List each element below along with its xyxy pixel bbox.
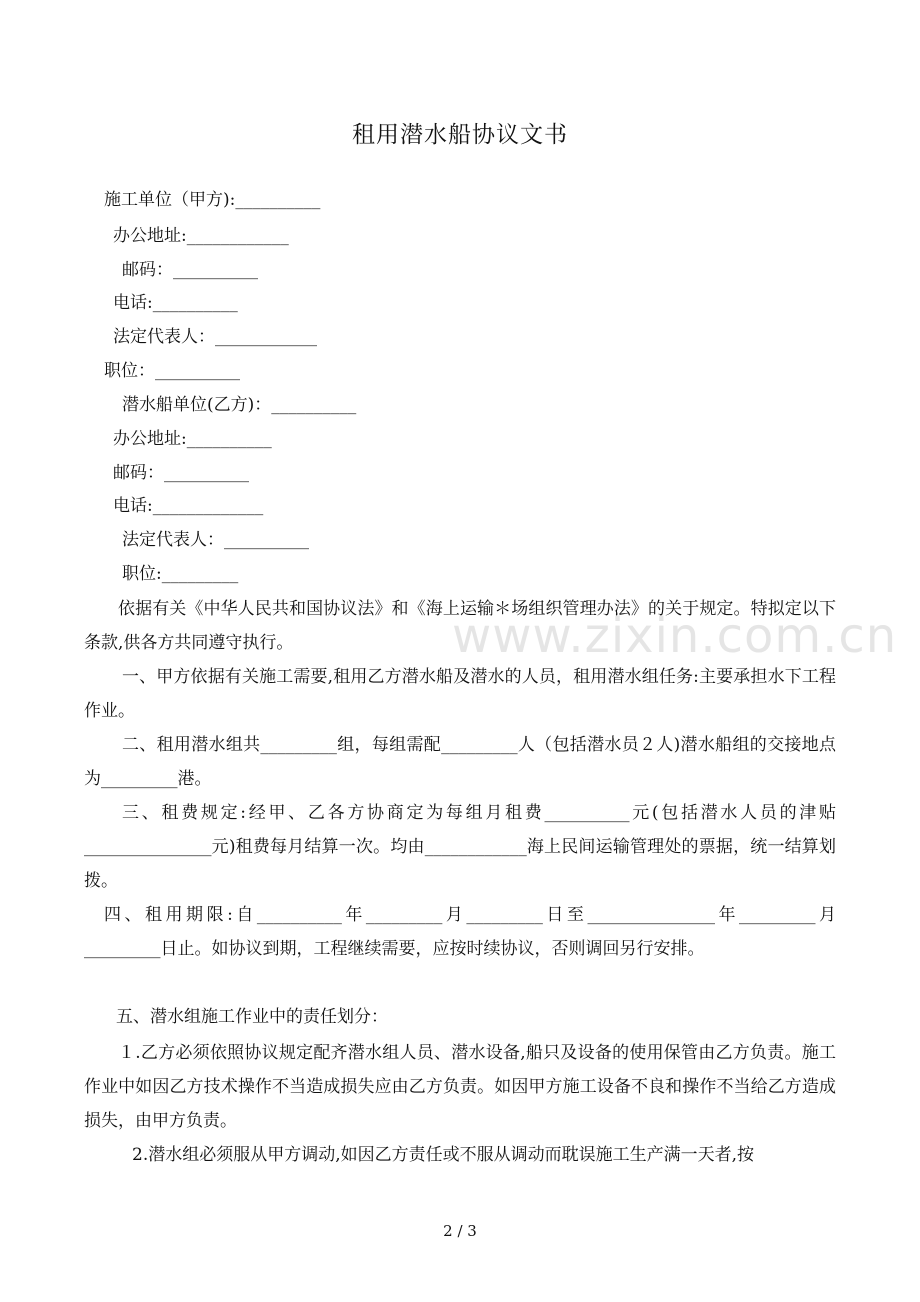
- party-a-position: 职位：__________: [104, 361, 240, 381]
- party-a-unit: 施工单位（甲方):__________: [104, 190, 321, 210]
- party-b-position: 职位:_________: [122, 564, 239, 584]
- party-b-legal-rep: 法定代表人：__________: [122, 530, 309, 550]
- party-b-phone: 电话:_____________: [113, 496, 264, 516]
- party-a-legal-rep: 法定代表人：____________: [113, 327, 317, 347]
- clause-1: 一、甲方依据有关施工需要,租用乙方潜水船及潜水的人员，租用潜水组任务:主要承担水下工程作业。: [84, 667, 836, 721]
- party-a-address: 办公地址:____________: [113, 226, 289, 246]
- document-title: 租用潜水船协议文书: [352, 122, 568, 148]
- intro-paragraph: 依据有关《中华人民共和国协议法》和《海上运输＊场组织管理办法》的关于规定。特拟定以下条款,供各方共同遵守执行。: [84, 599, 836, 653]
- page-number: 2 / 3: [443, 1222, 477, 1240]
- clause-3: 三、租费规定:经甲、乙各方协商定为每组月租费__________元(包括潜水人员的津贴_______________元)租费每月结算一次。均由____________海上民间运输管理处的票据，统一结算划拨。: [84, 803, 836, 891]
- clause-2: 二、租用潜水组共_________组，每组需配_________人（包括潜水员２人)潜水船组的交接地点为_________港。: [84, 735, 836, 789]
- party-a-phone: 电话:__________: [113, 293, 238, 313]
- clause-5: 五、潜水组施工作业中的责任划分：: [116, 1007, 388, 1027]
- clause-5-item-1: １.乙方必须依照协议规定配齐潜水组人员、潜水设备,船只及设备的使用保管由乙方负责。施工作业中如因乙方技术操作不当造成损失应由乙方负责。如因甲方施工设备不良和操作不当给乙方造成损失，由甲方负责。: [84, 1043, 836, 1131]
- party-b-address: 办公地址:__________: [113, 429, 272, 449]
- party-b-unit: 潜水船单位(乙方)：__________: [122, 395, 357, 415]
- clause-5-item-2: 2.潜水组必须服从甲方调动,如因乙方责任或不服从调动而耽误施工生产满一天者,按: [132, 1145, 755, 1165]
- party-b-postcode: 邮码：__________: [113, 463, 249, 483]
- watermark: www.zixin.com.cn: [452, 608, 898, 664]
- clause-4: 四、租用期限:自__________年_________月_________日至_______________年_________月_________日止。如协议到期，工程继续需要，应按时续协议，否则调回另行安排。: [84, 905, 836, 959]
- party-a-postcode: 邮码：__________: [122, 260, 258, 280]
